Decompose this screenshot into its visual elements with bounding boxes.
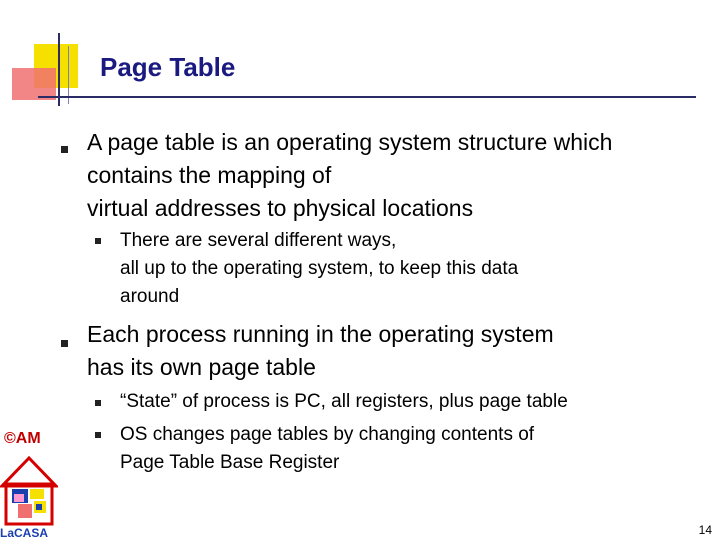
bullet-marker: [61, 146, 68, 153]
copyright-mark: ©AM: [4, 430, 41, 447]
lacasa-logo-text: LaCASA: [0, 526, 49, 540]
bullet-2-sub-1-text: [120, 388, 568, 416]
sub-bullet-marker: [95, 238, 101, 244]
sub-bullet-marker: [95, 400, 101, 406]
bullet-2-text: [87, 318, 554, 384]
bullet-1-sub-1-line-3: around: [120, 286, 180, 307]
bullet-2-line-2: has its own page table: [87, 354, 316, 380]
bullet-1-text: [87, 126, 612, 225]
bullet-2-sub-2-line-1: OS changes page tables by changing contents of: [120, 424, 535, 445]
lacasa-house-icon: [0, 456, 58, 528]
page-number: 14: [698, 523, 712, 537]
title-underline: [38, 96, 696, 98]
bullet-1-sub-1-text: [120, 227, 518, 311]
bullet-1-line-1: A page table is an operating system structure which: [87, 129, 613, 155]
bullet-2-line-1: Each process running in the operating system: [87, 321, 554, 347]
slide-title: Page Table: [100, 52, 236, 82]
bullet-1-line-3: virtual addresses to physical locations: [87, 195, 474, 221]
bullet-1-line-2: contains the mapping of: [87, 162, 332, 188]
bullet-2-sub-2-line-2: Page Table Base Register: [120, 452, 340, 473]
sub-bullet-marker: [95, 432, 101, 438]
bullet-1-sub-1-line-1: There are several different ways,: [120, 230, 397, 251]
bullet-1-sub-1-line-2: all up to the operating system, to keep this data: [120, 258, 519, 279]
bullet-marker: [61, 340, 68, 347]
bullet-2-sub-1-line-1: “State” of process is PC, all registers, plus page table: [120, 391, 568, 412]
bullet-2-sub-2-text: [120, 421, 534, 477]
